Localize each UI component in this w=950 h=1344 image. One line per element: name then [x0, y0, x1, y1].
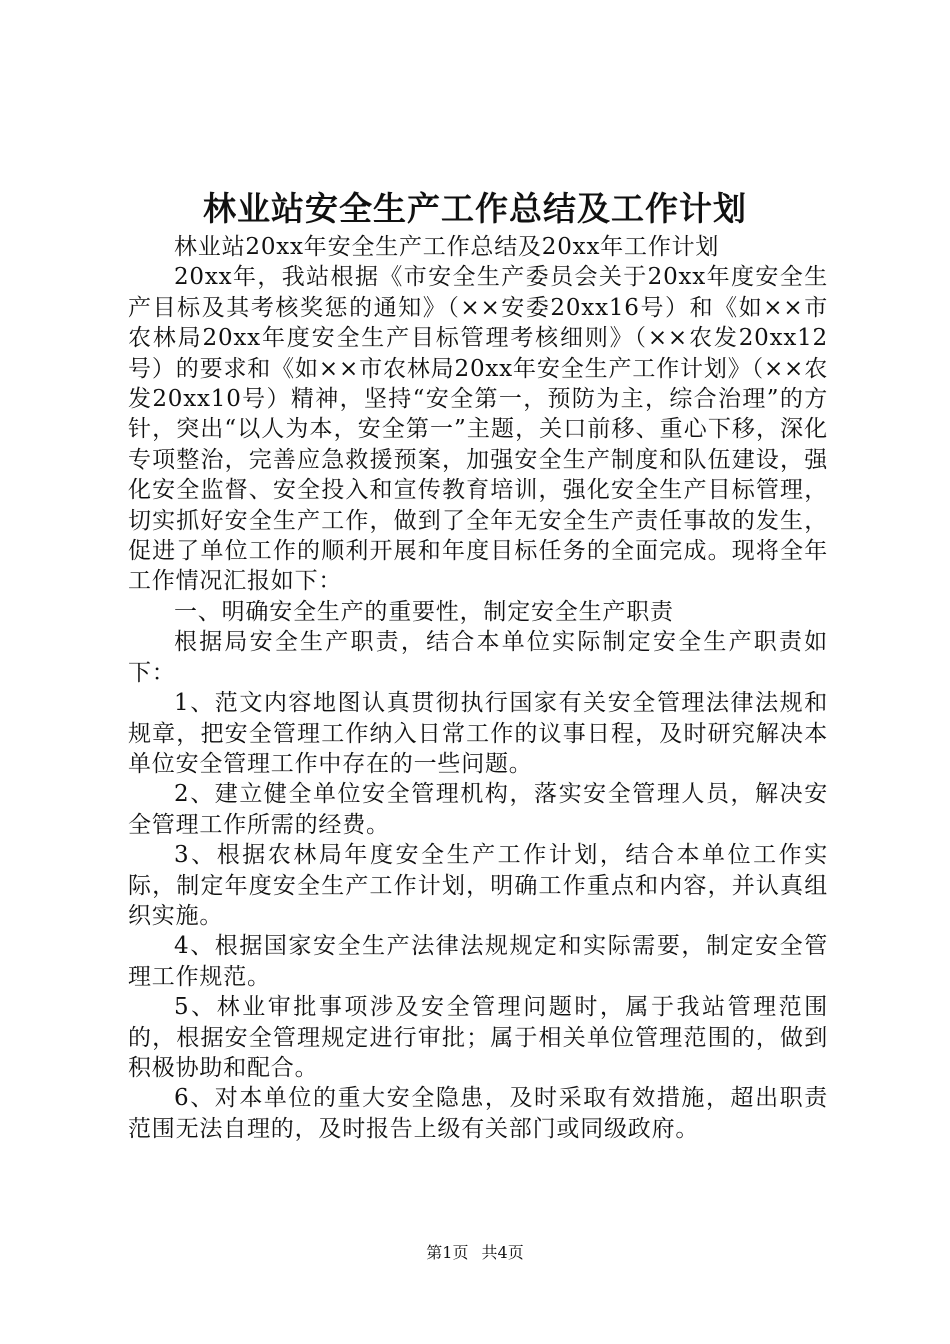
section-heading: 一、明确安全生产的重要性，制定安全生产职责 — [174, 598, 674, 625]
page-footer — [0, 1242, 950, 1264]
list-item: 1、范文内容地图认真贯彻执行国家有关安全管理法律法规和规章，把安全管理工作纳入日常工作的议事日程，及时研究解决本单位安全管理工作中存在的一些问题。 — [128, 690, 828, 777]
page-number: 第1页 — [426, 1243, 469, 1262]
document-body — [128, 232, 828, 1144]
document-title: 林业站安全生产工作总结及工作计划 — [203, 189, 747, 228]
list-item: 3、根据农林局年度安全生产工作计划，结合本单位工作实际，制定年度安全生产工作计划，明确工作重点和内容，并认真组织实施。 — [128, 842, 828, 929]
intro-paragraph: 20xx年，我站根据《市安全生产委员会关于20xx年度安全生产目标及其考核奖惩的通知》（××安委20xx16号）和《如××市农林局20xx年度安全生产目标管理考核细则》（××农发20xx12号）的要求和《如××市农林局20xx年安全生产工作计划》（××农发20xx10号）精神，坚持“安全第一，预防为主，综合治理”的方针，突出“以人为本，安全第一”主题，关口前移、重心下移，深化专项整治，完善应急救援预案，加强安全生产制度和队伍建设，强化安全监督、安全投入和宣传教育培训，强化安全生产目标管理，切实抓好安全生产工作，做到了全年无安全生产责任事故的发生，促进了单位工作的顺利开展和年度目标任务的全面完成。现将全年工作情况汇报如下： — [128, 264, 828, 595]
page-total: 共4页 — [481, 1243, 524, 1262]
body-paragraph: 根据局安全生产职责，结合本单位实际制定安全生产职责如下： — [128, 629, 828, 686]
subtitle-paragraph: 林业站20xx年安全生产工作总结及20xx年工作计划 — [174, 234, 720, 260]
list-item: 2、建立健全单位安全管理机构，落实安全管理人员，解决安全管理工作所需的经费。 — [128, 781, 828, 838]
list-item: 6、对本单位的重大安全隐患，及时采取有效措施，超出职责范围无法自理的，及时报告上级有关部门或同级政府。 — [128, 1085, 828, 1142]
list-item: 4、根据国家安全生产法律法规规定和实际需要，制定安全管理工作规范。 — [128, 933, 828, 990]
list-item: 5、林业审批事项涉及安全管理问题时，属于我站管理范围的，根据安全管理规定进行审批；属于相关单位管理范围的，做到积极协助和配合。 — [128, 994, 828, 1081]
